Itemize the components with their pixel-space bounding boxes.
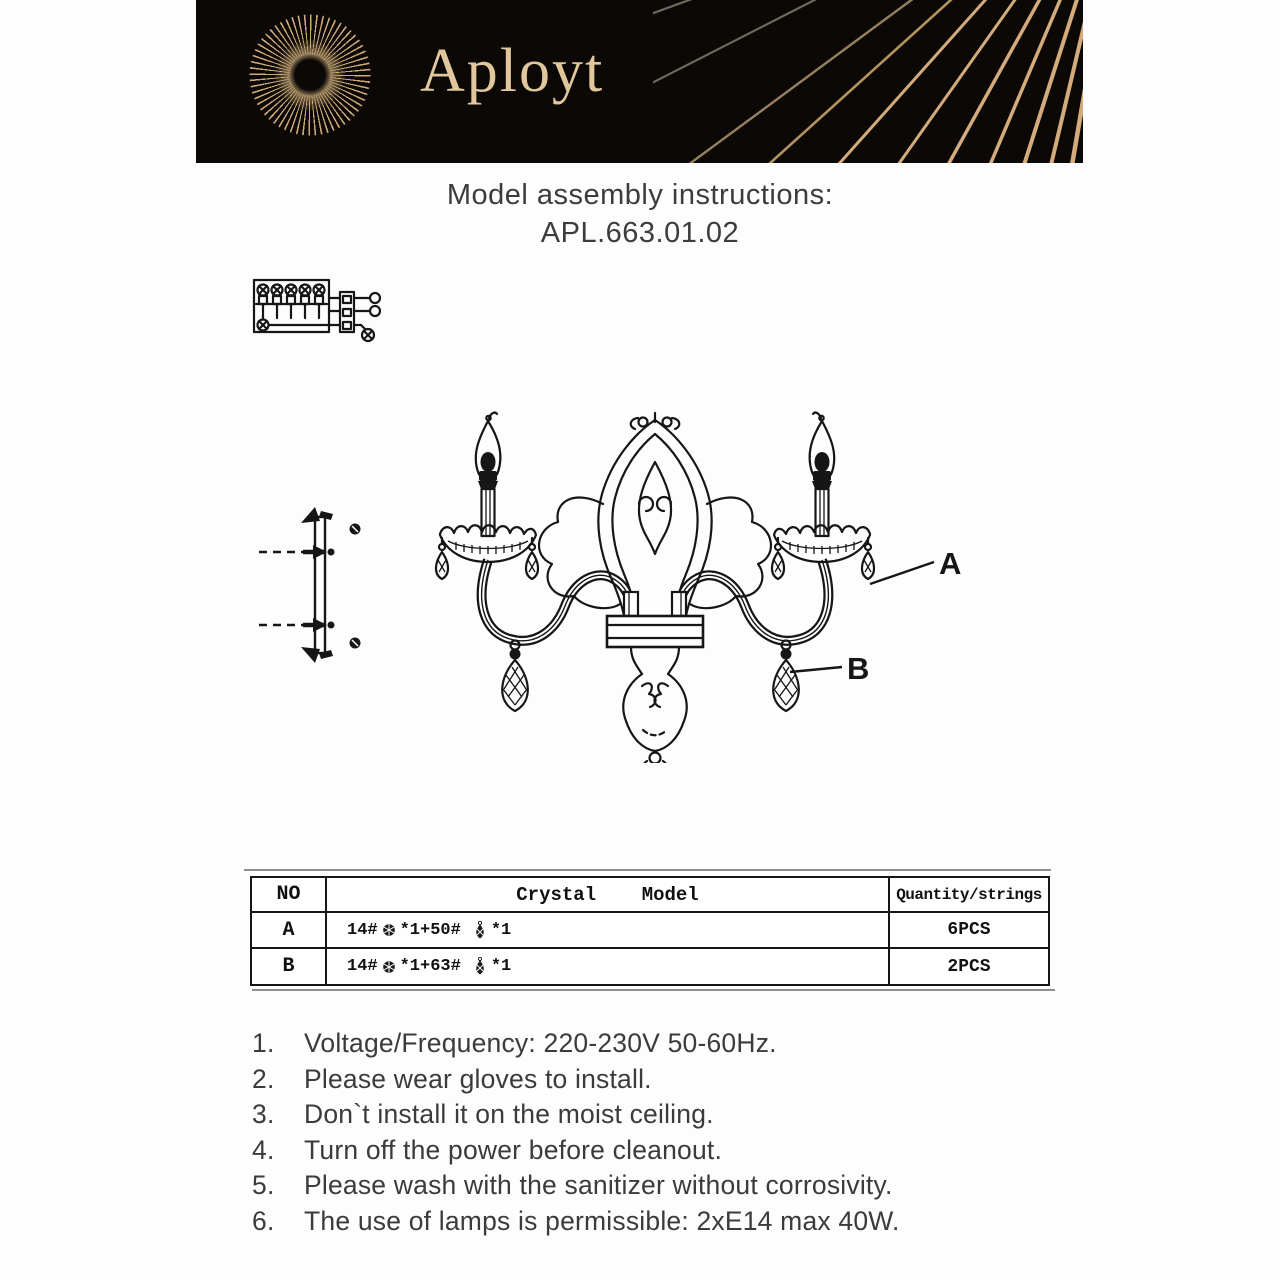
col-header-no: NO [276,883,301,906]
item-number: 4. [252,1134,275,1165]
table-row-b [252,947,1048,984]
model-number: APL.663.01.02 [540,217,740,249]
right-pendant [773,641,799,712]
title-block [0,176,1280,252]
item-text: Please wash with the sanitizer without corrosivity. [304,1170,893,1200]
row-a-model [325,913,888,947]
callout-a: A [939,546,962,581]
left-pendant [502,641,528,712]
item-number: 1. [252,1028,275,1058]
instruction-item [252,1026,1092,1062]
row-b-quantity: 2PCS [888,949,1048,984]
table-header-row [252,878,1048,911]
body-column [607,592,703,763]
ray-fan-decoration [653,0,1083,163]
model-text: *1 [490,957,512,976]
item-number: 3. [252,1099,275,1129]
item-number: 5. [252,1170,275,1200]
right-candle [772,413,874,579]
model-text: *1 [490,920,512,940]
bead-crystal-icon [382,960,396,974]
instruction-item [252,1168,1092,1204]
item-text: Voltage/Frequency: 220-230V 50-60Hz. [304,1028,777,1058]
row-a-no: A [282,918,295,942]
crystal-parts-table [250,876,1050,986]
instruction-item [252,1204,1092,1240]
instruction-item [252,1133,1092,1169]
item-text: Turn off the power before cleanout. [304,1134,723,1165]
item-text: The use of lamps is permissible: 2xE14 max 40W. [304,1205,900,1236]
instruction-item [252,1062,1092,1098]
page-title: Model assembly instructions: [446,179,834,211]
teardrop-crystal-icon [473,957,487,976]
item-text: Please wear gloves to install. [304,1063,652,1094]
row-b-no: B [282,955,295,978]
sunburst-logo-icon [245,10,375,140]
col-header-quantity: Quantity/strings [888,878,1048,911]
item-number: 2. [252,1063,275,1094]
teardrop-crystal-icon [473,921,487,940]
col-header-crystal-model: Crystal Model [325,878,888,911]
wiring-diagram [248,268,398,348]
item-text: Don`t install it on the moist ceiling. [304,1099,714,1129]
item-number: 6. [252,1205,275,1236]
brand-banner [196,0,1083,163]
bead-crystal-icon [382,923,396,937]
brand-name: Aployt [420,37,605,105]
model-text: 14# [347,920,378,940]
model-text: *1+63# [399,957,461,976]
table-top-rule [244,869,1051,871]
row-a-quantity: 6PCS [888,913,1048,947]
callout-b: B [847,651,870,686]
table-bottom-rule [252,989,1055,991]
model-text: *1+50# [399,920,461,940]
wall-bracket-diagram [255,505,375,665]
instructions-list [252,1026,1092,1239]
row-b-model [325,949,888,984]
sconce-drawing [398,408,978,763]
model-text: 14# [347,957,378,976]
left-candle [436,413,538,579]
instruction-item [252,1097,1092,1133]
table-row-a [252,911,1048,947]
